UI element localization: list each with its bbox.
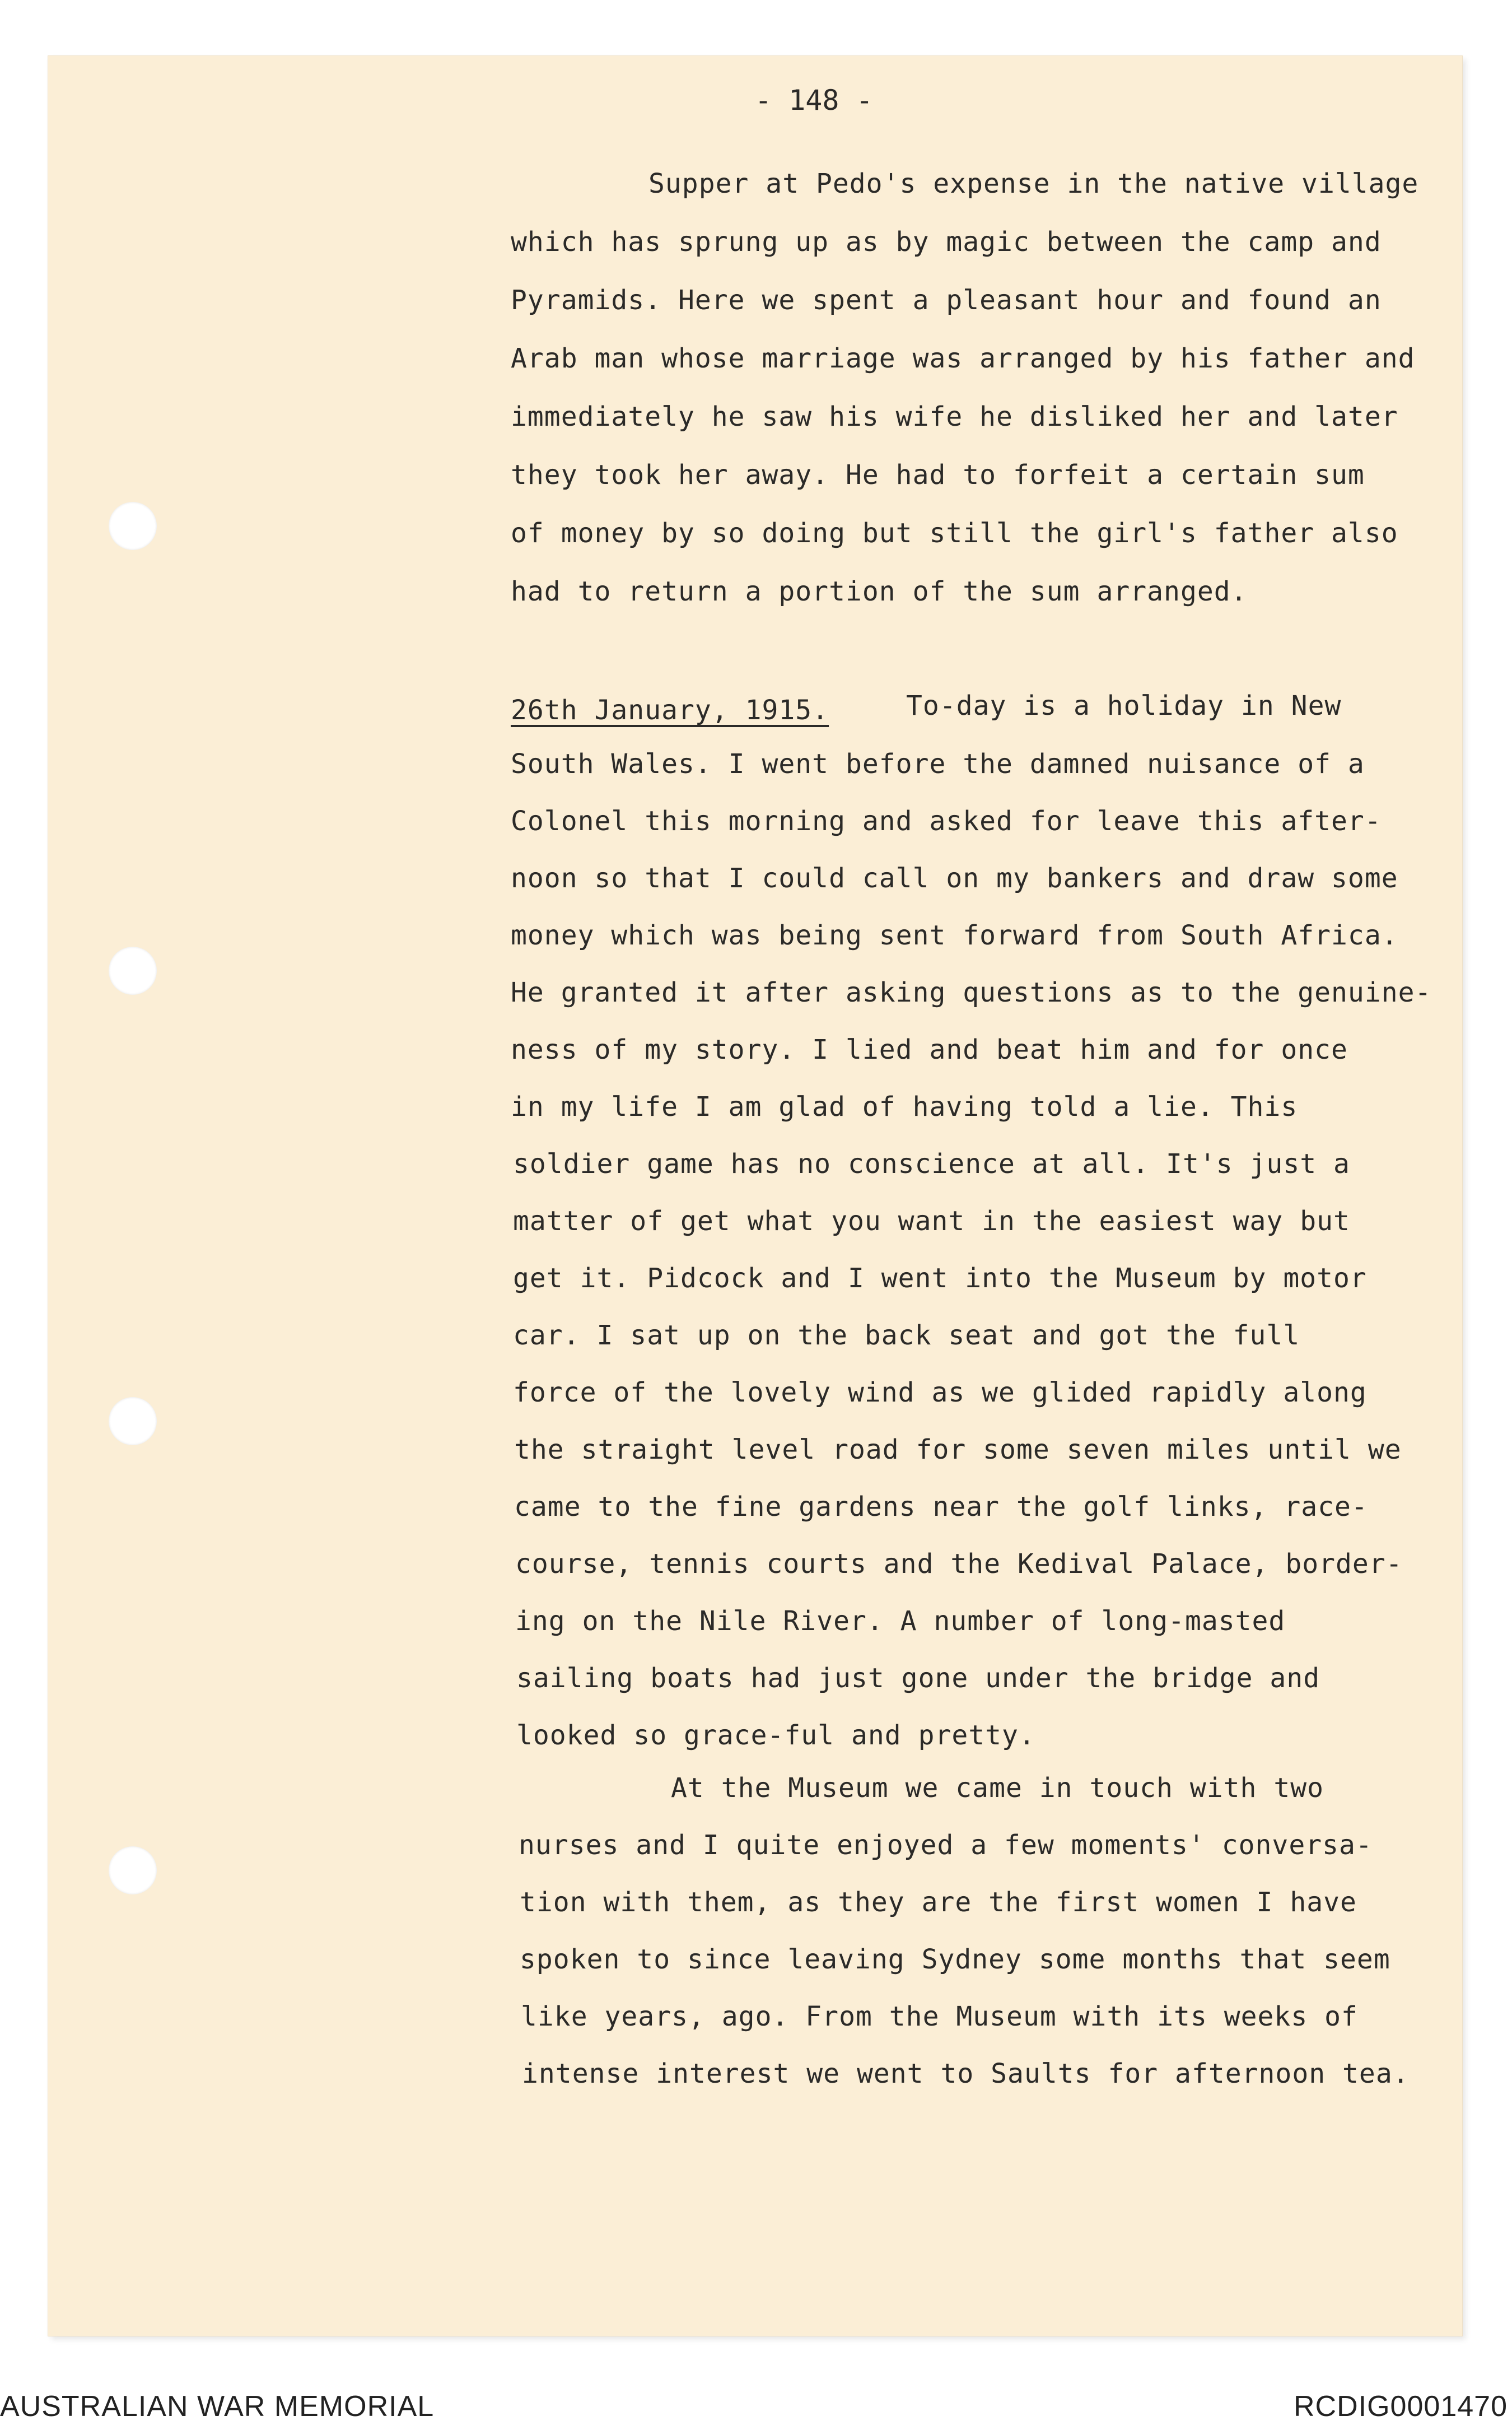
- text-line: tion with them, as they are the first women I have: [520, 1887, 1357, 1918]
- punch-hole: [109, 1397, 157, 1445]
- text-line: came to the fine gardens near the golf links, race-: [514, 1491, 1368, 1523]
- reference-id: RCDIG0001470: [1294, 2390, 1508, 2423]
- text-line: looked so grace-ful and pretty.: [516, 1720, 1035, 1751]
- text-line: Colonel this morning and asked for leave this after-: [511, 806, 1382, 837]
- text-line: South Wales. I went before the damned nuisance of a: [511, 748, 1365, 780]
- text-line: soldier game has no conscience at all. It's just a: [513, 1148, 1350, 1180]
- text-line: like years, ago. From the Museum with its weeks of: [521, 2001, 1358, 2032]
- text-line: Arab man whose marriage was arranged by his father and: [511, 343, 1415, 374]
- entry-date: 26th January, 1915.: [511, 695, 829, 726]
- punch-hole: [109, 947, 157, 995]
- text-line: nurses and I quite enjoyed a few moments' conversa-: [519, 1830, 1373, 1861]
- text-line: car. I sat up on the back seat and got the full: [513, 1320, 1300, 1351]
- text-line: matter of get what you want in the easiest way but: [513, 1205, 1350, 1237]
- text-line: ing on the Nile River. A number of long-masted: [515, 1605, 1286, 1637]
- text-line: Pyramids. Here we spent a pleasant hour and found an: [511, 285, 1382, 316]
- text-line: force of the lovely wind as we glided rapidly along: [513, 1377, 1367, 1408]
- institution-label: AUSTRALIAN WAR MEMORIAL: [0, 2390, 435, 2423]
- text-line: they took her away. He had to forfeit a certain sum: [511, 459, 1365, 491]
- text-line: To-day is a holiday in New: [906, 690, 1342, 721]
- text-line: sailing boats had just gone under the bridge and: [516, 1663, 1320, 1694]
- text-line: He granted it after asking questions as to the genuine-: [511, 977, 1432, 1008]
- text-line: money which was being sent forward from South Africa.: [511, 920, 1398, 951]
- text-line: in my life I am glad of having told a lie. This: [511, 1091, 1298, 1123]
- text-line: the straight level road for some seven miles until we: [514, 1434, 1402, 1465]
- page-number: - 148 -: [755, 84, 873, 117]
- text-line: immediately he saw his wife he disliked her and later: [511, 401, 1398, 432]
- text-line: Supper at Pedo's expense in the native village: [648, 168, 1419, 199]
- punch-hole: [109, 1846, 157, 1894]
- text-line: which has sprung up as by magic between the camp and: [511, 226, 1382, 258]
- text-line: of money by so doing but still the girl's father also: [511, 518, 1398, 549]
- text-line: had to return a portion of the sum arranged.: [511, 576, 1248, 607]
- text-line: intense interest we went to Saults for afternoon tea.: [522, 2058, 1410, 2089]
- text-line: ness of my story. I lied and beat him and for once: [511, 1034, 1348, 1065]
- text-line: course, tennis courts and the Kedival Palace, border-: [515, 1548, 1403, 1580]
- text-line: noon so that I could call on my bankers and draw some: [511, 863, 1398, 894]
- text-line: At the Museum we came in touch with two: [671, 1772, 1324, 1804]
- punch-hole: [109, 502, 157, 550]
- text-line: spoken to since leaving Sydney some months that seem: [520, 1944, 1390, 1975]
- text-line: get it. Pidcock and I went into the Museum by motor: [513, 1263, 1367, 1294]
